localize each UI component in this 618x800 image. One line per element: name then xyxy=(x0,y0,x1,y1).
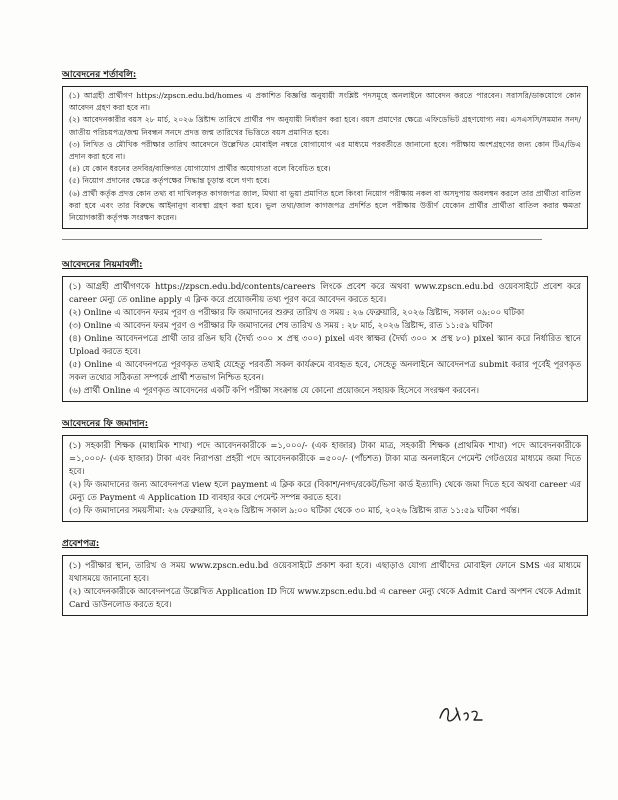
rules-heading: আবেদনের নিয়মাবলী: xyxy=(62,260,143,271)
admit-item: (২) আবেদনকারীকে আবেদনপত্রে উল্লেখিত Application ID দিয়ে www.zpscn.edu.bd এ career মেন্যু থেকে Admit Card অপশন থেকে Admit Card ডাউনলোড করতে হবে। xyxy=(69,586,581,610)
rules-item: (৫) Online এ আবেদনপত্রে পূরণকৃত তথ্যই যেহেতু পরবর্তী সকল কার্যক্রমে ব্যবহৃত হবে, সেহেতু অনলাইনে আবেদনপত্র submit করার পূর্বেই পূরণকৃত সকল তথ্যের সঠিকতা সম্পর্কে প্রার্থী শতভাগ নিশ্চিত হবেন। xyxy=(69,359,581,383)
rules-box xyxy=(62,276,588,402)
fees-heading: আবেদনের ফি জমাদান: xyxy=(62,419,149,430)
terms-item: (২) আবেদনকারীর বয়স ২৮ মার্চ, ২০২৬ খ্রিষ্টাব্দ তারিখে প্রার্থীর পদ অনুযায়ী নির্ধারণ করা হবে। বয়স প্রমাণের ক্ষেত্রে এফিডেভিট গ্রহণযোগ্য নয়। এসএসসি/সমমান সনদ/জাতীয় পরিচয়পত্র/জন্ম নিবন্ধন সনদে প্রদত্ত জন্ম তারিখের ভিত্তিতে বয়স প্রমাণিত হবে। xyxy=(69,115,581,137)
terms-item: (৩) লিখিত ও মৌখিক পরীক্ষার তারিখ আবেদনে উল্লেখিত মোবাইল নম্বরে যোগাযোগ এর মাধ্যমে পরবর্তীতে জানানো হবে। পরীক্ষায় অংশগ্রহণের জন্য কোন টিএ/ডিএ প্রদান করা হবে না। xyxy=(69,139,581,162)
admit-heading: প্রবেশপত্র: xyxy=(62,539,100,550)
terms-item: (৫) নিয়োগ প্রদানের ক্ষেত্রে কর্তৃপক্ষের সিদ্ধান্ত চূড়ান্ত বলে গণ্য হবে। xyxy=(69,176,270,186)
terms-item: (১) আগ্রহী প্রার্থীগণ https://zpscn.edu.bd/homes এ প্রকাশিত বিজ্ঞপ্তি অনুযায়ী সংশ্লিষ্ট পদসমূহে অনলাইনে আবেদন করতে পারবেন। সরাসরি/ডাকযোগে কোন আবেদন গ্রহণ করা হবে না। xyxy=(69,91,581,113)
rules-item: (৪) Online আবেদনপত্রে প্রার্থী তার রঙিন ছবি (দৈর্ঘ্য ৩০০ × প্রস্থ ৩০০) pixel এবং স্বাক্ষর (দৈর্ঘ্য ৩০০ × প্রস্থ ৮০) pixel স্ক্যান করে নির্ধারিত স্থানে Upload করতে হবে। xyxy=(69,333,581,357)
rules-section xyxy=(62,252,588,402)
admit-section xyxy=(62,531,588,616)
rules-item: (৩) Online এ আবেদন ফরম পূরণ ও পরীক্ষার ফি জমাদানের শেষ তারিখ ও সময় : ২৮ মার্চ, ২০২৬ খ্রিষ্টাব্দ, রাত ১১:৫৯ ঘটিকা xyxy=(69,320,493,331)
terms-section xyxy=(62,62,588,229)
fees-section xyxy=(62,411,588,522)
admit-item: (১) পরীক্ষার স্থান, তারিখ ও সময় www.zpscn.edu.bd ওয়েবসাইটে প্রকাশ করা হবে। এছাড়াও যোগ্য প্রার্থীদের মোবাইল ফোনে SMS এর মাধ্যমে যথাসময়ে জানানো হবে। xyxy=(69,560,581,584)
section-divider xyxy=(62,239,542,240)
fees-item: (২) ফি জমাদানের জন্য আবেদনপত্র view হলে payment এ ক্লিক করে (বিকাশ/নগদ/রকেট/ভিসা কার্ড ইত্যাদি) থেকে জমা দিতে হবে অথবা career এর মেন্যু তে Payment এ Application ID ব্যবহার করে পেমেন্ট সম্পন্ন করতে হবে। xyxy=(69,479,581,503)
terms-heading: আবেদনের শর্তাবলি: xyxy=(62,70,137,80)
fees-item: (১) সহকারী শিক্ষক (মাধ্যমিক শাখা) পদে আবেদনকারীকে =১,০০০/- (এক হাজার) টাকা মাত্র, সহকারী শিক্ষক (প্রাথমিক শাখা) পদে আবেদনকারীকে =১,০০০/- (এক হাজার) টাকা এবং নিরাপত্তা প্রহরী পদে আবেদনকারীকে =৫০০/- (পাঁচশত) টাকা মাত্র অনলাইনে পেমেন্ট গেটওয়ের মাধ্যমে জমা দিতে হবে। xyxy=(69,440,581,477)
terms-item: (৬) প্রার্থী কর্তৃক প্রদত্ত কোন তথ্য বা দাখিলকৃত কাগজপত্র জাল, মিথ্যা বা ভুয়া প্রমাণিত হলে কিংবা নিয়োগ পরীক্ষায় নকল বা অসদুপায় অবলম্বন করলে তার প্রার্থীতা বাতিল করা হবে এবং তার বিরুদ্ধে আইনানুগ ব্যবস্থা গ্রহণ করা হবে। ভুল তথ্য/জাল কাগজপত্র প্রদর্শিত হলে পরীক্ষায় উত্তীর্ণ যেকোন প্রার্থীর প্রার্থীতা বাতিল করার ক্ষমতা নিয়োগকারী কর্তৃপক্ষ সংরক্ষণ করেন। xyxy=(69,188,581,223)
rules-item: (১) আগ্রহী প্রার্থীগণকে https://zpscn.edu.bd/contents/careers লিংকে প্রবেশ করে অথবা www.zpscn.edu.bd ওয়েবসাইটে প্রবেশ করে career মেন্যু তে online apply এ ক্লিক করে প্রয়োজনীয় তথ্য পূরণ করে আবেদন করতে হবে। xyxy=(69,281,581,305)
admit-box xyxy=(62,555,588,616)
terms-box xyxy=(62,86,588,229)
rules-item: (৬) প্রার্থী Online এ পূরণকৃত আবেদনের একটি কপি পরীক্ষা সংক্রান্ত যে কোনো প্রয়োজনে সহায়ক হিসেবে সংরক্ষণ করবেন। xyxy=(69,385,479,396)
terms-item: (৪) যে কোন ধরনের তদবির/ব্যক্তিগত যোগাযোগ প্রার্থীর অযোগ্যতা বলে বিবেচিত হবে। xyxy=(69,164,331,174)
fees-item: (৩) ফি জমাদানের সময়সীমা: ২৬ ফেব্রুয়ারি, ২০২৬ খ্রিষ্টাব্দ সকাল ৯:০০ ঘটিকা থেকে ৩০ মার্চ, ২০২৬ খ্রিষ্টাব্দ রাত ১১:৫৯ ঘটিকা পর্যন্ত। xyxy=(69,505,520,516)
fees-box xyxy=(62,435,588,522)
handwritten-signature-icon xyxy=(436,700,486,728)
rules-item: (২) Online এ আবেদন ফরম পূরণ ও পরীক্ষার ফি জমাদানের শুরুর তারিখ ও সময় : ২৬ ফেব্রুয়ারি, ২০২৬ খ্রিষ্টাব্দ, সকাল ০৯:০০ ঘটিকা xyxy=(69,307,525,318)
